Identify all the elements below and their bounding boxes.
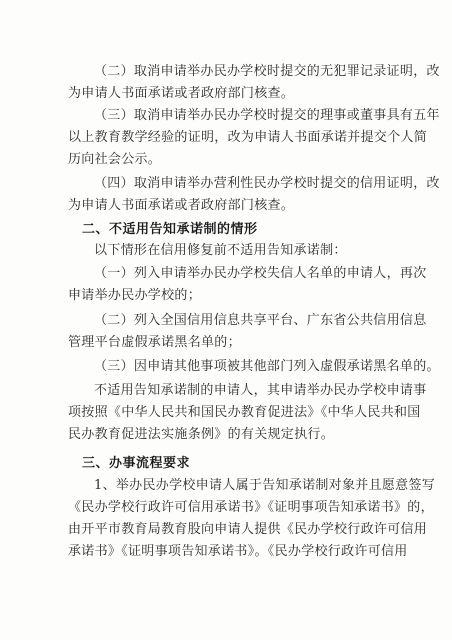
text-line: （二）取消申请举办民办学校时提交的无犯罪记录证明，改: [94, 64, 440, 79]
text-line: 不适用告知承诺制的申请人，其申请举办民办学校申请事: [94, 383, 427, 398]
paragraph-item-2: [68, 62, 440, 106]
text-line: （三）因申请其他事项被其他部门列入虚假承诺黑名单的。: [94, 359, 440, 374]
text-line: 管理平台虚假承诺黑名单的；: [68, 335, 241, 350]
list-item-1: [68, 264, 427, 308]
text-line: 为申请人书面承诺或者政府部门核查。: [68, 86, 295, 101]
paragraph-item-4: [68, 174, 440, 218]
text-line: 《民办学校行政许可信用承诺书》《证明事项告知承诺书》的，: [68, 500, 434, 515]
text-line: （一）列入申请举办民办学校失信人名单的申请人，再次: [94, 266, 427, 281]
text-line: 为申请人书面承诺或者政府部门核查。: [68, 198, 295, 213]
section-intro: [68, 241, 408, 263]
text-line: 承诺书》《证明事项告知承诺书》。《民办学校行政许可信用: [68, 544, 408, 559]
text-line: 以下情形在信用修复前不适用告知承诺制：: [94, 243, 347, 258]
list-item-2: [68, 311, 427, 355]
process-paragraph-1: [68, 476, 436, 564]
list-item-3: [68, 357, 440, 379]
paragraph-item-3: [68, 106, 440, 172]
closing-paragraph: [68, 381, 427, 447]
text-line: （三）取消申请举办民办学校时提交的理事或董事具有五年: [94, 108, 440, 123]
text-line: （四）取消申请举办营利性民办学校时提交的信用证明，改: [94, 176, 440, 191]
text-line: （二）列入全国信用信息共享平台、广东省公共信用信息: [94, 313, 427, 328]
text-line: 1、举办民办学校申请人属于告知承诺制对象并且愿意签写: [94, 478, 436, 493]
text-line: 以上教育教学经验的证明，改为申请人书面承诺并提交个人简: [68, 130, 428, 145]
text-line: 民办教育促进法实施条例》的有关规定执行。: [68, 427, 335, 442]
text-line: 申请举办民办学校的；: [68, 288, 202, 303]
text-line: 项按照《中华人民共和国民办教育促进法》《中华人民共和国: [68, 405, 421, 420]
text-line: 由开平市教育局教育股向申请人提供《民办学校行政许可信用: [68, 522, 428, 537]
section-heading-3: 三、办事流程要求: [82, 456, 191, 471]
section-heading-2: 二、不适用告知承诺制的情形: [82, 222, 258, 237]
text-line: 历向社会公示。: [68, 152, 162, 167]
